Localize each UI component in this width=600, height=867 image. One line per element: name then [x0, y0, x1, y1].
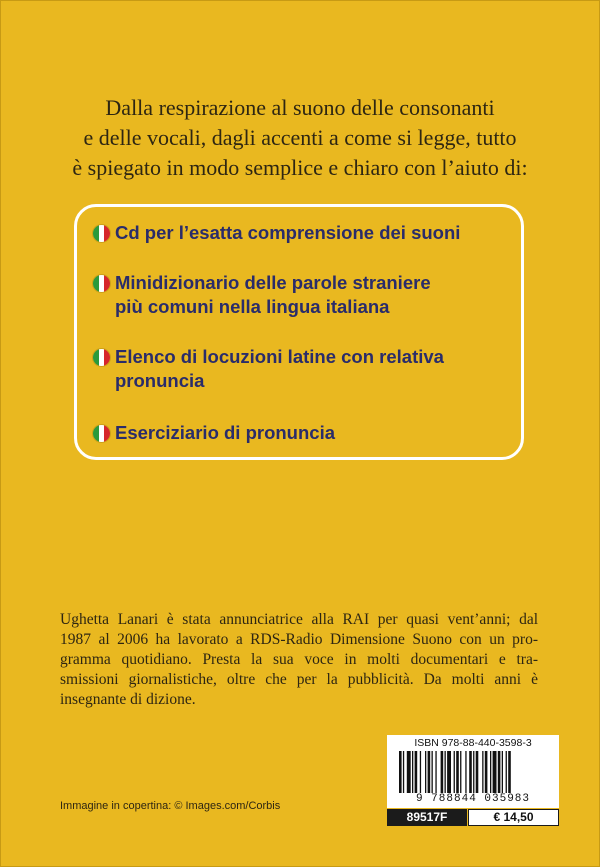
barcode-block	[387, 735, 559, 808]
feature-item-cd	[93, 221, 460, 245]
price-tag: € 14,50	[468, 809, 559, 826]
feature-item-locuzioni	[93, 345, 444, 393]
feature-line: Minidizionario delle parole straniere	[115, 272, 431, 293]
feature-box	[74, 204, 524, 460]
isbn-text: ISBN 978-88-440-3598-3	[414, 737, 532, 749]
barcode-icon	[397, 751, 549, 793]
feature-line: Eserciziario di pronuncia	[115, 422, 336, 443]
feature-line: più comuni nella lingua italiana	[115, 296, 390, 317]
italian-flag-icon	[93, 225, 110, 242]
italian-flag-icon	[93, 275, 110, 292]
intro-line: Dalla respirazione al suono delle consonanti	[105, 95, 495, 120]
feature-line: Elenco di locuzioni latine con relativa	[115, 346, 444, 367]
italian-flag-icon	[93, 425, 110, 442]
feature-line: pronuncia	[115, 370, 205, 391]
bio-line: 1987 al 2006 ha lavorato a RDS-Radio Dimensione Suono con un pro-	[60, 631, 538, 648]
intro-line: e delle vocali, dagli accenti a come si legge, tutto	[83, 125, 517, 150]
ean-digits: 9 788844 035983	[415, 793, 531, 805]
intro-paragraph	[60, 93, 540, 183]
bio-line: gramma quotidiano. Presta la sua voce in molti documentari e tra-	[60, 651, 538, 668]
italian-flag-icon	[93, 349, 110, 366]
bio-line: insegnante di dizione.	[60, 691, 196, 708]
cover-credit: Immagine in copertina: © Images.com/Corbis	[60, 800, 281, 812]
bio-line: Ughetta Lanari è stata annunciatrice alla RAI per quasi vent’anni; dal	[60, 611, 538, 628]
bio-line: smissioni giornalistiche, oltre che per la pubblicità. Da molti anni è	[60, 671, 538, 688]
feature-item-minidizionario	[93, 271, 431, 319]
intro-line: è spiegato in modo semplice e chiaro con l’aiuto di:	[72, 155, 528, 180]
feature-line: Cd per l’esatta comprensione dei suoni	[115, 222, 461, 243]
author-bio	[60, 610, 538, 710]
feature-item-eserciziario	[93, 421, 335, 445]
catalog-code: 89517F	[387, 809, 467, 826]
